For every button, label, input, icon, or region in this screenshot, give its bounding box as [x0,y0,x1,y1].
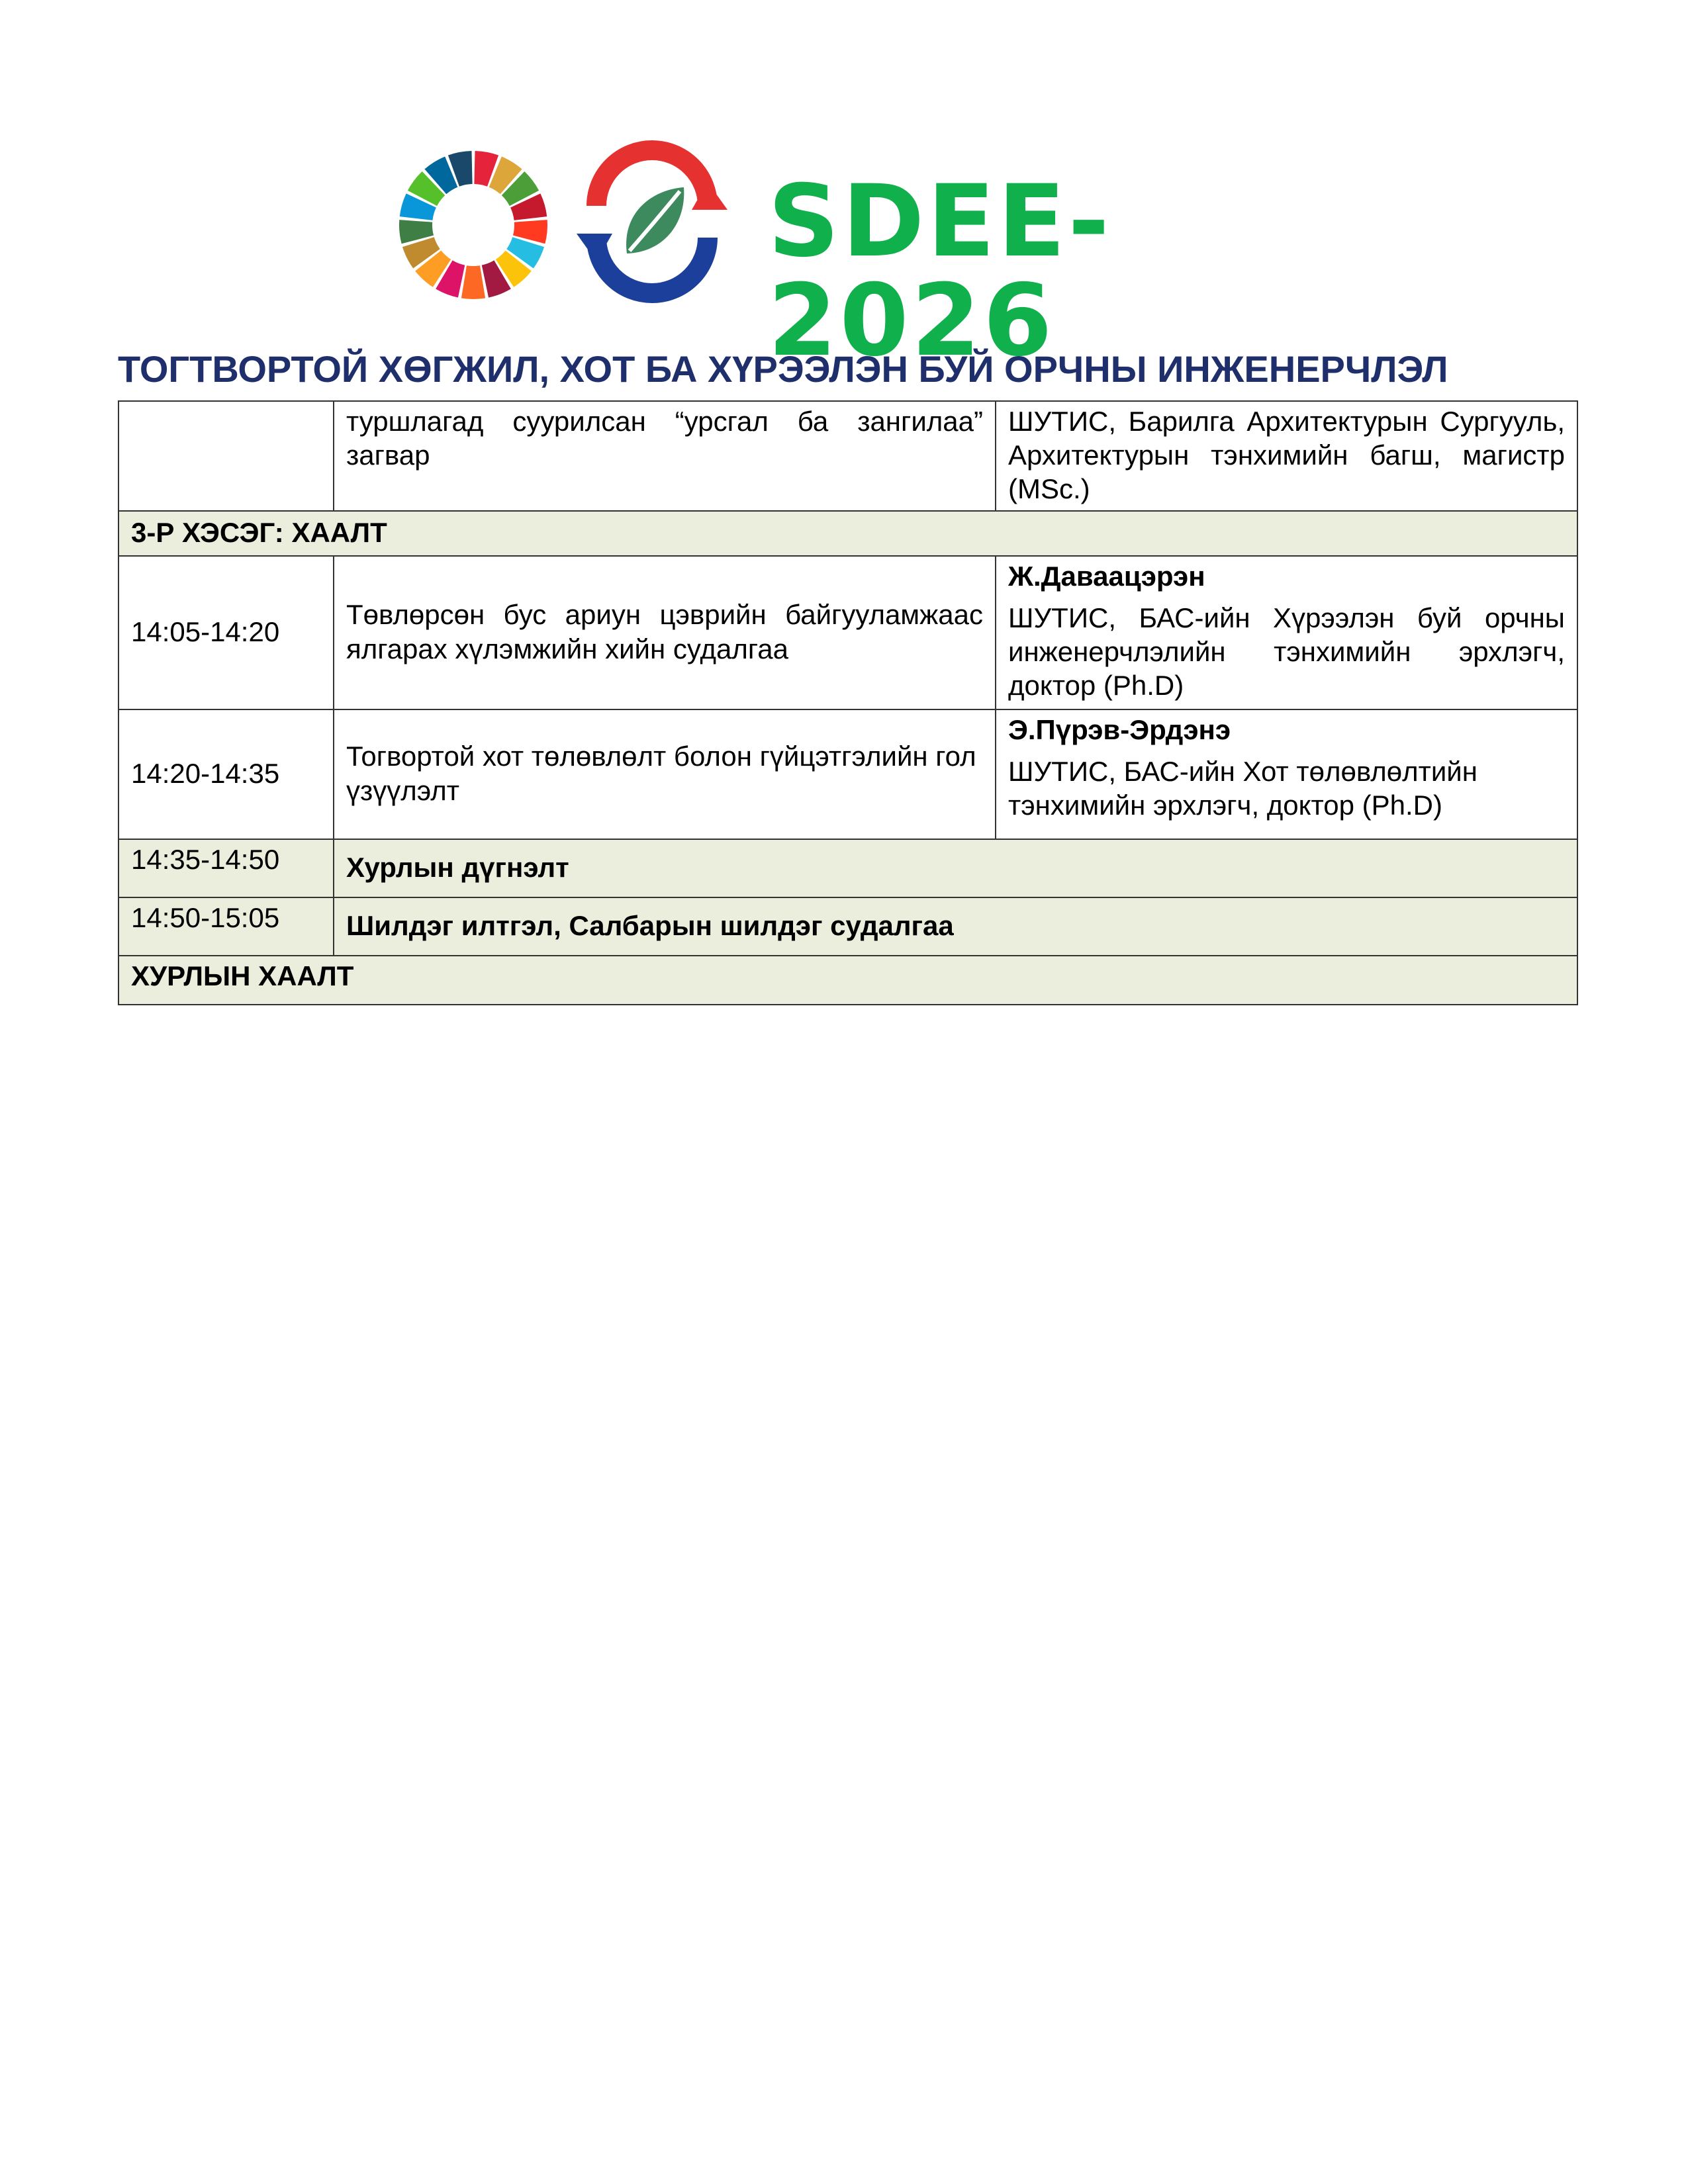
table-row [118,897,1577,956]
sdg-wheel-segment [461,265,485,299]
sdg-wheel-icon [397,149,549,301]
topic-cell: Тогвортой хот төлөвлөлт болон гүйцэтгэлийн гол үзүүлэлт [334,709,996,839]
affiliation-cell: ШУТИС, Барилга Архитектурын Сургууль, Архитектурын тэнхимийн багш, магистр (MSc.) [996,401,1577,511]
closing-label: ХУРЛЫН ХААЛТ [118,956,1577,1005]
page-title: ТОГТВОРТОЙ ХӨГЖИЛ, ХОТ БА ХҮРЭЭЛЭН БУЙ ОРЧНЫ ИНЖЕНЕРЧЛЭЛ [118,348,1448,390]
time-cell: 14:05-14:20 [118,556,334,709]
time-cell: 14:35-14:50 [118,839,334,897]
time-cell: 14:20-14:35 [118,709,334,839]
table-row [118,401,1577,511]
table-row [118,709,1577,839]
brand-title: SDEE-2026 [768,164,1112,379]
leaf-recycle-icon [566,136,738,308]
speaker-name: Ж.Даваацэрэн [1008,560,1205,592]
header-logo-area [397,136,1271,379]
speaker-name: Э.Пүрэв-Эрдэнэ [1008,713,1231,745]
program-table [118,400,1578,1005]
speaker-cell [996,709,1577,839]
speaker-cell [996,556,1577,709]
closing-row [118,956,1577,1005]
time-cell [118,401,334,511]
table-row [118,839,1577,897]
topic-cell: туршлагад суурилсан “урсгал ба зангилаа” загвар [334,401,996,511]
speaker-affiliation: ШУТИС, БАС-ийн Хүрээлэн буй орчны инженерчлэлийн тэнхимийн эрхлэгч, доктор (Ph.D) [1008,602,1565,702]
time-cell: 14:50-15:05 [118,897,334,956]
awards-label: Шилдэг илтгэл, Салбарын шилдэг судалгаа [334,897,1577,956]
table-row [118,556,1577,709]
topic-cell: Төвлөрсөн бус ариун цэврийн байгууламжаас ялгарах хүлэмжийн хийн судалгаа [334,556,996,709]
section-header-row [118,511,1577,556]
speaker-affiliation: ШУТИС, БАС-ийн Хот төлөвлөлтийн тэнхимийн эрхлэгч, доктор (Ph.D) [1008,755,1477,821]
summary-label: Хурлын дүгнэлт [334,839,1577,897]
section-title: 3-Р ХЭСЭГ: ХААЛТ [118,511,1577,556]
